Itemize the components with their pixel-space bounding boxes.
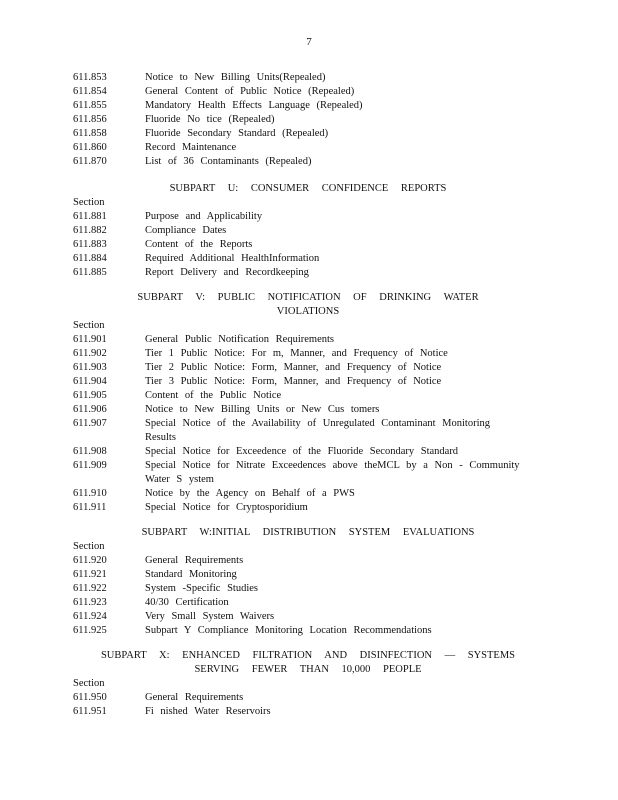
toc-row	[73, 266, 543, 280]
toc-row	[73, 361, 543, 375]
block-subpart-t-tail	[73, 71, 543, 169]
section-number: 611.909	[73, 460, 107, 471]
section-title: Tier 2 Public Notice: Form, Manner, and Frequency of Notice	[145, 362, 442, 373]
section-number: 611.882	[73, 225, 107, 236]
section-title-continuation: Results	[145, 432, 176, 443]
section-number: 611.904	[73, 376, 107, 387]
section-number: 611.951	[73, 706, 107, 717]
toc-row	[73, 501, 543, 515]
section-number: 611.902	[73, 348, 107, 359]
toc-row	[73, 113, 543, 127]
toc-row	[73, 141, 543, 155]
section-title: Subpart Y Compliance Monitoring Location Recommendations	[145, 625, 432, 636]
toc-row	[73, 624, 543, 638]
toc-row	[73, 705, 543, 719]
section-number: 611.860	[73, 142, 107, 153]
section-number: 611.885	[73, 267, 107, 278]
section-title: Purpose and Applicability	[145, 211, 263, 222]
section-number: 611.884	[73, 253, 107, 264]
toc-row	[73, 487, 543, 501]
section-number: 611.908	[73, 446, 107, 457]
section-number: 611.903	[73, 362, 107, 373]
toc-row	[73, 375, 543, 389]
section-number: 611.923	[73, 597, 107, 608]
toc-row	[73, 71, 543, 85]
toc-row	[73, 210, 543, 224]
section-number: 611.856	[73, 114, 107, 125]
section-number: 611.950	[73, 692, 107, 703]
section-title: Special Notice for Nitrate Exceedences above theMCL by a Non - Community	[145, 460, 520, 471]
subpart-heading: SERVING FEWER THAN 10,000 PEOPLE	[194, 664, 422, 675]
section-title: System -Specific Studies	[145, 583, 258, 594]
section-title: Tier 3 Public Notice: Form, Manner, and Frequency of Notice	[145, 376, 442, 387]
subpart-heading: SUBPART V: PUBLIC NOTIFICATION OF DRINKING WATER	[137, 292, 479, 303]
toc-row	[73, 127, 543, 141]
toc-row	[73, 238, 543, 252]
section-title: Special Notice for Exceedence of the Fluoride Secondary Standard	[145, 446, 459, 457]
toc-row	[73, 224, 543, 238]
section-title: Notice to New Billing Units or New Cus tomers	[145, 404, 380, 415]
toc-row	[73, 459, 543, 473]
section-number: 611.901	[73, 334, 107, 345]
section-number: 611.881	[73, 211, 107, 222]
section-title: Mandatory Health Effects Language (Repealed)	[145, 100, 363, 111]
section-number: 611.870	[73, 156, 107, 167]
toc-row	[73, 417, 543, 431]
section-number: 611.910	[73, 488, 107, 499]
section-title: 40/30 Certification	[145, 597, 229, 608]
section-number: 611.855	[73, 100, 107, 111]
section-number: 611.921	[73, 569, 107, 580]
section-title: Notice by the Agency on Behalf of a PWS	[145, 488, 355, 499]
section-title: Standard Monitoring	[145, 569, 237, 580]
section-title: Report Delivery and Recordkeeping	[145, 267, 309, 278]
section-label: Section	[73, 678, 105, 689]
section-label: Section	[73, 541, 105, 552]
section-title: Record Maintenance	[145, 142, 237, 153]
subpart-heading: SUBPART U: CONSUMER CONFIDENCE REPORTS	[169, 183, 447, 194]
section-title: Fluoride Secondary Standard (Repealed)	[145, 128, 329, 139]
section-label: Section	[73, 320, 105, 331]
block-subpart-x	[73, 649, 543, 719]
toc-row	[73, 155, 543, 169]
subpart-heading: SUBPART X: ENHANCED FILTRATION AND DISINFECTION — SYSTEMS	[100, 650, 516, 661]
toc-row	[73, 403, 543, 417]
section-title: Special Notice for Cryptosporidium	[145, 502, 308, 513]
toc-row	[73, 582, 543, 596]
section-title: Compliance Dates	[145, 225, 227, 236]
subpart-heading: VIOLATIONS	[276, 306, 340, 317]
toc-row	[73, 252, 543, 266]
section-title-continuation: Water S ystem	[145, 474, 214, 485]
subpart-heading: SUBPART W:INITIAL DISTRIBUTION SYSTEM EVALUATIONS	[141, 527, 475, 538]
section-number: 611.906	[73, 404, 107, 415]
toc-row	[73, 691, 543, 705]
section-number: 611.925	[73, 625, 107, 636]
section-title: Tier 1 Public Notice: For m, Manner, and Frequency of Notice	[145, 348, 448, 359]
section-number: 611.907	[73, 418, 107, 429]
section-number: 611.858	[73, 128, 107, 139]
toc-row	[73, 445, 543, 459]
section-title: General Requirements	[145, 692, 244, 703]
toc-row	[73, 389, 543, 403]
section-title: Content of the Reports	[145, 239, 253, 250]
block-subpart-u	[73, 182, 543, 280]
page-number: 7	[306, 36, 312, 48]
section-title: Special Notice of the Availability of Unregulated Contaminant Monitoring	[145, 418, 490, 429]
section-number: 611.922	[73, 583, 107, 594]
toc-row	[73, 596, 543, 610]
section-number: 611.854	[73, 86, 107, 97]
section-title: General Public Notification Requirements	[145, 334, 334, 345]
section-number: 611.924	[73, 611, 107, 622]
section-title: Notice to New Billing Units(Repealed)	[145, 72, 326, 83]
section-number: 611.883	[73, 239, 107, 250]
toc-row	[73, 554, 543, 568]
section-title: General Requirements	[145, 555, 244, 566]
section-title: Very Small System Waivers	[145, 611, 275, 622]
section-number: 611.911	[73, 502, 107, 513]
toc-row	[73, 610, 543, 624]
block-subpart-v	[73, 291, 543, 515]
section-title: Content of the Public Notice	[145, 390, 282, 401]
toc-row	[73, 347, 543, 361]
block-subpart-w	[73, 526, 543, 638]
section-number: 611.905	[73, 390, 107, 401]
toc-row	[73, 568, 543, 582]
section-number: 611.853	[73, 72, 107, 83]
section-title: List of 36 Contaminants (Repealed)	[145, 156, 312, 167]
section-number: 611.920	[73, 555, 107, 566]
toc-row	[73, 333, 543, 347]
section-title: General Content of Public Notice (Repealed)	[145, 86, 355, 97]
toc-row	[73, 85, 543, 99]
section-title: Required Additional HealthInformation	[145, 253, 320, 264]
section-title: Fi nished Water Reservoirs	[145, 706, 271, 717]
toc-row	[73, 99, 543, 113]
section-label: Section	[73, 197, 105, 208]
section-title: Fluoride No tice (Repealed)	[145, 114, 275, 125]
